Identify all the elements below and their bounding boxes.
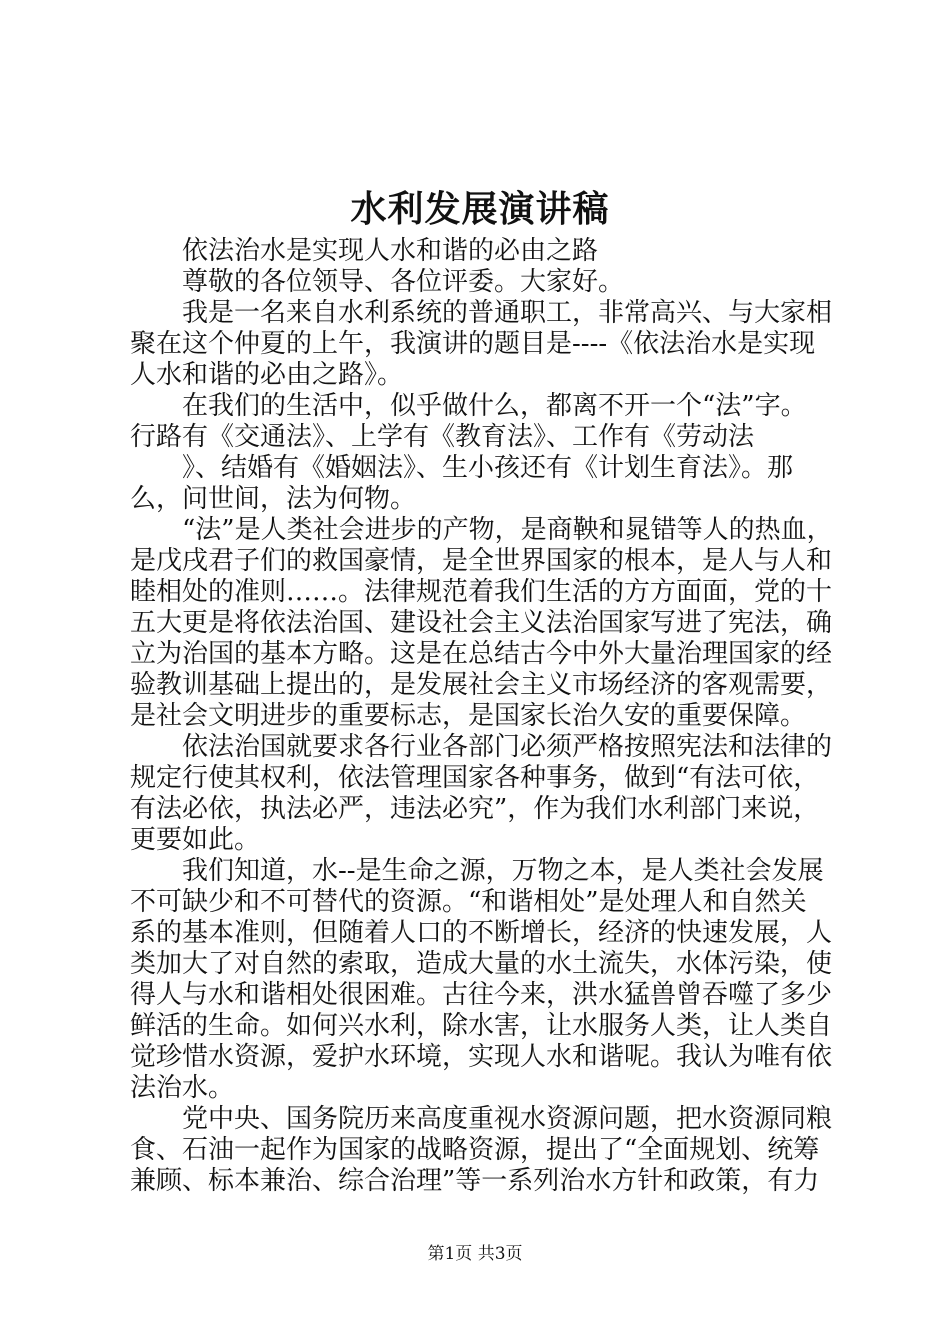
document-page	[130, 182, 833, 1197]
text-line: 》、结婚有《婚姻法》、生小孩还有《计划生育法》。那	[182, 453, 794, 483]
text-line: 是社会文明进步的重要标志，是国家长治久安的重要保障。	[130, 701, 807, 731]
text-line: 是戊戌君子们的救国豪情，是全世界国家的根本，是人与人和	[130, 546, 833, 576]
text-line: 我是一名来自水利系统的普通职工，非常高兴、与大家相	[182, 298, 833, 328]
text-line: 行路有《交通法》、上学有《教育法》、工作有《劳动法	[130, 422, 755, 452]
text-line: “法”是人类社会进步的产物，是商鞅和晁错等人的热血，	[182, 515, 833, 545]
text-line: 不可缺少和不可替代的资源。“和谐相处”是处理人和自然关	[130, 887, 807, 917]
text-line: 得人与水和谐相处很困难。古往今来，洪水猛兽曾吞噬了多少	[130, 980, 833, 1010]
text-line: 在我们的生活中，似乎做什么，都离不开一个“法”字。	[182, 391, 807, 421]
text-line: 鲜活的生命。如何兴水利，除水害，让水服务人类，让人类自	[130, 1011, 833, 1041]
text-line: 党中央、国务院历来高度重视水资源问题，把水资源同粮	[182, 1104, 833, 1134]
text-line: 睦相处的准则……。法律规范着我们生活的方方面面，党的十	[130, 577, 833, 607]
text-line: 有法必依，执法必严，违法必究”，作为我们水利部门来说，	[130, 794, 820, 824]
text-line: 尊敬的各位领导、各位评委。大家好。	[182, 267, 625, 297]
text-line: 类加大了对自然的索取，造成大量的水土流失，水体污染，使	[130, 949, 833, 979]
text-line: 兼顾、标本兼治、综合治理”等一系列治水方针和政策，有力	[130, 1166, 820, 1196]
text-line: 人水和谐的必由之路》。	[130, 360, 404, 390]
text-line: 验教训基础上提出的，是发展社会主义市场经济的客观需要，	[130, 670, 833, 700]
text-line: 觉珍惜水资源，爱护水环境，实现人水和谐呢。我认为唯有依	[130, 1042, 833, 1072]
document-title: 水利发展演讲稿	[350, 188, 610, 230]
text-line: 立为治国的基本方略。这是在总结古今中外大量治理国家的经	[130, 639, 833, 669]
text-line: 我们知道，水--是生命之源，万物之本，是人类社会发展	[182, 856, 824, 886]
text-line: 五大更是将依法治国、建设社会主义法治国家写进了宪法，确	[130, 608, 833, 638]
text-line: 依法治水是实现人水和谐的必由之路	[182, 236, 599, 266]
page-footer: 第1页 共3页	[427, 1244, 523, 1264]
text-line: 食、石油一起作为国家的战略资源，提出了“全面规划、统筹	[130, 1135, 820, 1165]
text-line: 更要如此。	[130, 825, 261, 855]
text-line: 么，问世间，法为何物。	[130, 484, 417, 514]
text-line: 法治水。	[130, 1073, 235, 1103]
document-body	[130, 236, 833, 1197]
text-line: 依法治国就要求各行业各部门必须严格按照宪法和法律的	[182, 732, 833, 762]
text-line: 聚在这个仲夏的上午，我演讲的题目是----《依法治水是实现	[130, 329, 816, 359]
text-line: 规定行使其权利，依法管理国家各种事务，做到“有法可依，	[130, 763, 820, 793]
text-line: 系的基本准则，但随着人口的不断增长，经济的快速发展，人	[130, 918, 833, 948]
